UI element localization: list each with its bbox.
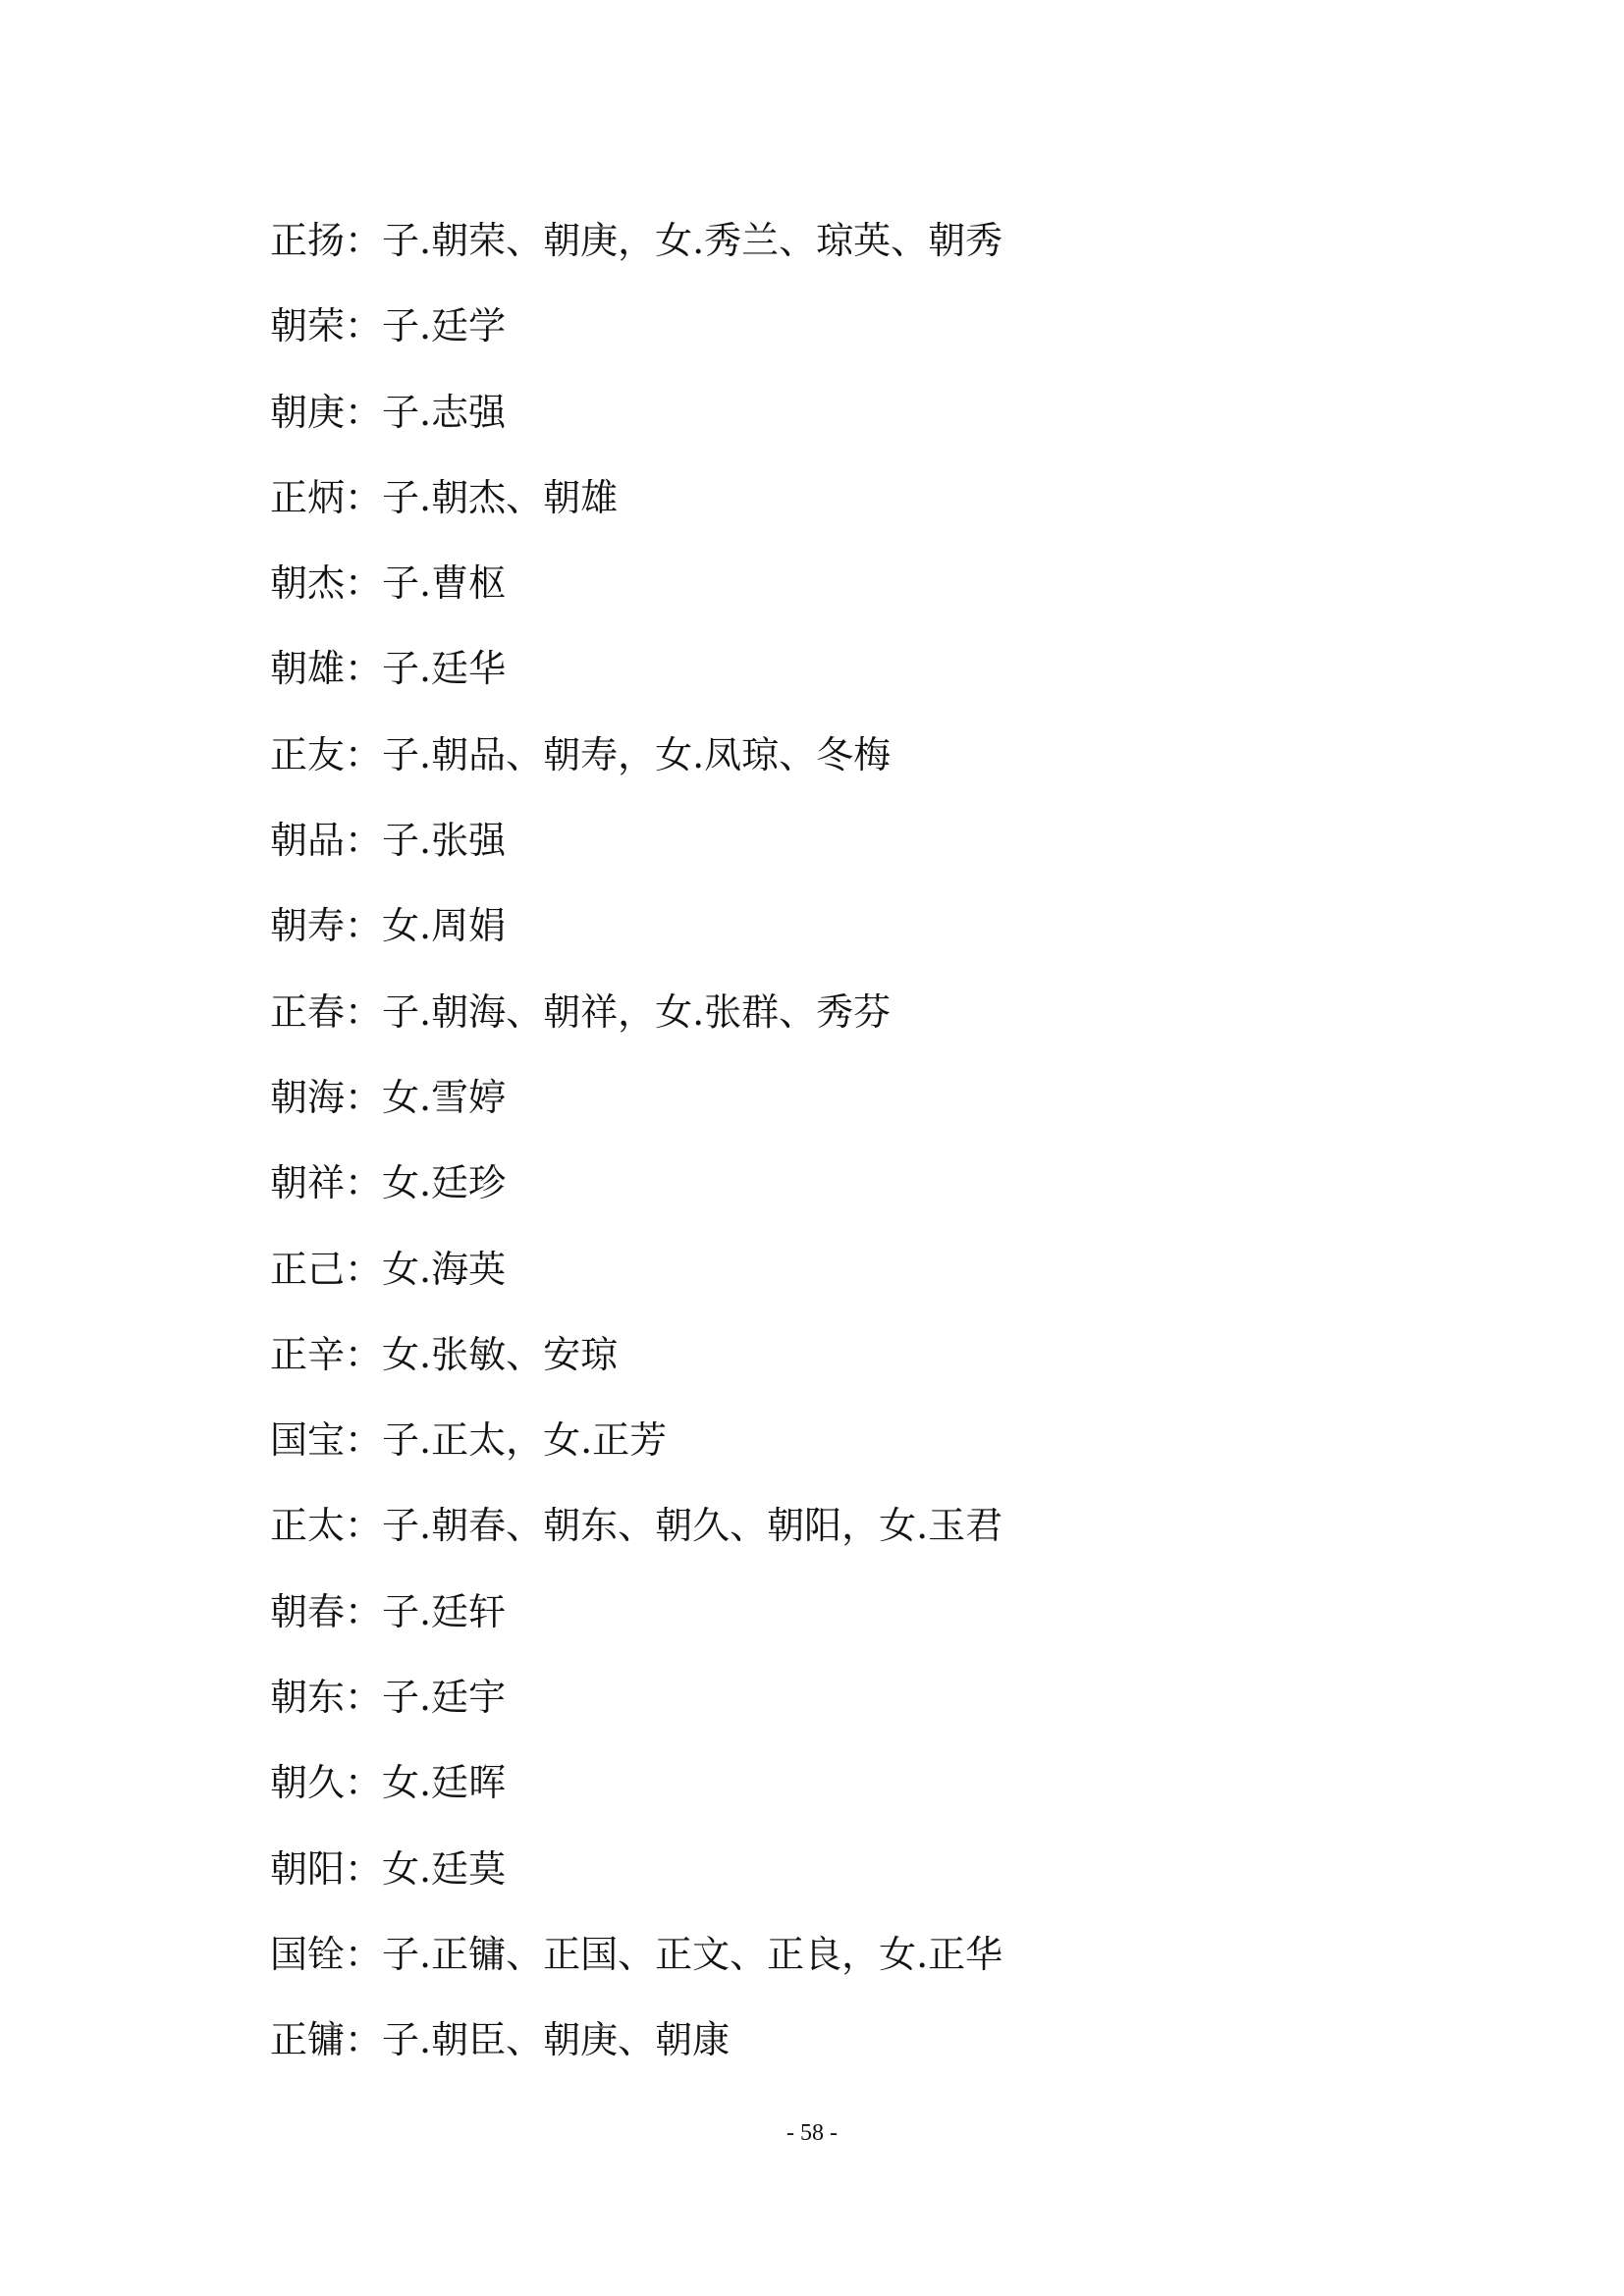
genealogy-entry: 朝雄：子.廷华	[270, 647, 507, 691]
genealogy-entry: 正炳：子.朝杰、朝雄	[270, 475, 619, 519]
genealogy-entry: 正镛：子.朝臣、朝庚、朝康	[270, 2018, 731, 2062]
genealogy-entry: 正辛：女.张敏、安琼	[270, 1332, 619, 1376]
page-number: - 58 -	[786, 2120, 838, 2146]
genealogy-entry: 朝春：子.廷轩	[270, 1589, 507, 1633]
genealogy-entry: 朝寿：女.周娟	[270, 904, 507, 948]
genealogy-entry: 朝久：女.廷晖	[270, 1761, 507, 1805]
genealogy-entry: 朝品：子.张强	[270, 819, 507, 863]
genealogy-entry: 正友：子.朝品、朝寿，女.凤琼、冬梅	[270, 732, 892, 776]
genealogy-entry: 正己：女.海英	[270, 1247, 507, 1291]
genealogy-entry: 朝庚：子.志强	[270, 390, 507, 434]
genealogy-entry: 朝东：子.廷宇	[270, 1676, 507, 1720]
genealogy-entry: 正太：子.朝春、朝东、朝久、朝阳，女.玉君	[270, 1504, 1003, 1548]
genealogy-entry: 国宝：子.正太，女.正芳	[270, 1418, 668, 1463]
genealogy-entry: 朝荣：子.廷学	[270, 304, 507, 348]
genealogy-entry: 朝祥：女.廷珍	[270, 1161, 507, 1205]
genealogy-entry: 国铨：子.正镛、正国、正文、正良，女.正华	[270, 1932, 1003, 1976]
genealogy-entry-list	[270, 206, 1448, 2092]
genealogy-entry: 正春：子.朝海、朝祥，女.张群、秀芬	[270, 989, 892, 1034]
genealogy-entry: 正扬：子.朝荣、朝庚，女.秀兰、琼英、朝秀	[270, 219, 1003, 262]
genealogy-entry: 朝杰：子.曹枢	[270, 561, 507, 606]
genealogy-entry: 朝阳：女.廷莫	[270, 1846, 507, 1891]
genealogy-entry: 朝海：女.雪婷	[270, 1075, 507, 1119]
